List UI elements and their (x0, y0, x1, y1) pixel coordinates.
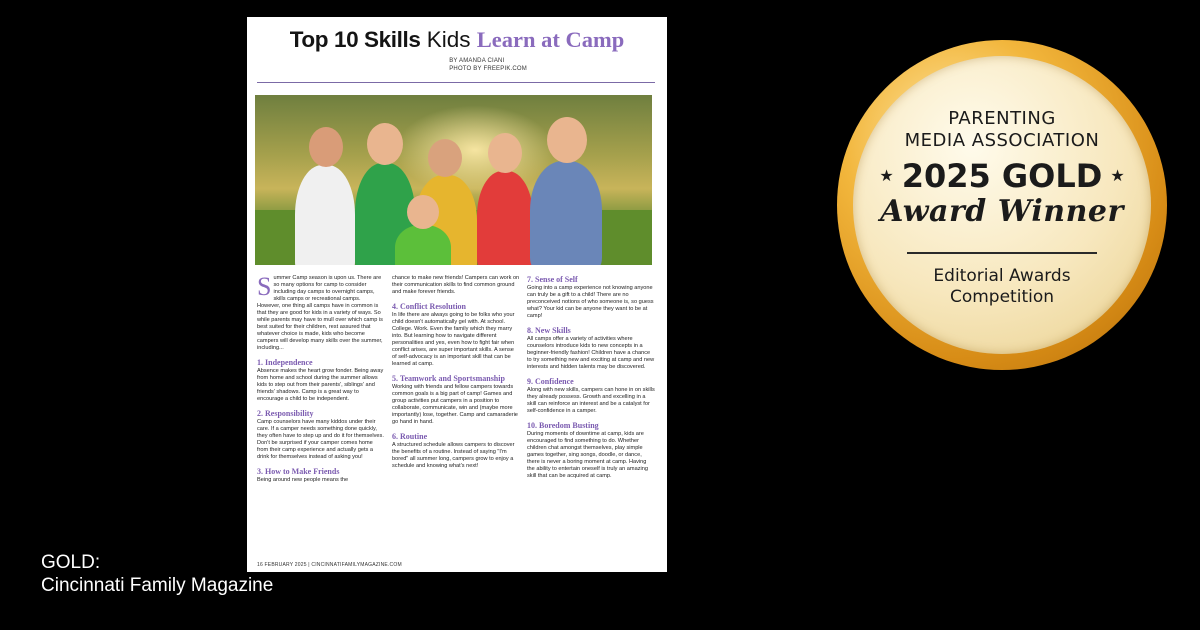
skill-body: chance to make new friends! Campers can work on their communication skills to find common ground and make forever friends. (392, 275, 520, 295)
skill-heading: 6. Routine (392, 432, 428, 441)
skill-body: All camps offer a variety of activities where counselors introduce kids to new concepts in a beginner-friendly fashion! Children have a chance to try something new and exciting at camp and new interests and hidden talents may be discovered. (527, 336, 655, 370)
award-caption (41, 551, 273, 597)
title-part-3: Learn at Camp (476, 27, 625, 52)
award-year-row (853, 159, 1151, 193)
skill-heading: 3. How to Make Friends (257, 467, 340, 476)
drop-cap: S (257, 272, 272, 301)
skill-body: Along with new skills, campers can hone in on skills they already possess. Growth and excelling in a skill can reinforce an interest and be a catalyst for self-confidence in a camper. (527, 387, 655, 414)
title-part-1: Top 10 Skills (289, 27, 421, 52)
skill-body: A structured schedule allows campers to discover the benefits of a routine. Instead of saying "I'm bored" all summer long, campers grow to enjoy a schedule and knowing what's next! (392, 442, 515, 469)
byline (449, 57, 527, 73)
skill-body: Camp counselors have many kiddos under their care. If a camper needs something done quickly, they often have to step up and do it for themselves. Don't be surprised if your camper comes home from their camp experience and actually gets a drink for themselves instead of asking you! (257, 419, 384, 460)
photo-credit: PHOTO BY FREEPIK.COM (449, 66, 527, 72)
column-3 (527, 275, 655, 486)
publication-name: Cincinnati Family Magazine (41, 575, 274, 596)
kids-group-photo (255, 95, 652, 265)
skill-heading: 4. Conflict Resolution (392, 302, 466, 311)
skill-body: Going into a camp experience not knowing anyone can truly be a gift to a child! There are no preconceived notions of who someone is, so guess what? Your kid can be anyone they want to be at camp! (527, 285, 654, 319)
skill-heading: 10. Boredom Busting (527, 421, 599, 430)
skill-heading: 5. Teamwork and Sportsmanship (392, 374, 505, 383)
column-1 (257, 272, 385, 490)
award-level: GOLD: (41, 552, 101, 573)
skill-body: Absence makes the heart grow fonder. Being away from home and school during the summer allows kids to step out from their parents', siblings' and friends' shadows. Camp is a great way to encourage a child to be independent. (257, 368, 384, 402)
author: BY AMANDA CIANI (449, 58, 505, 64)
article-title (247, 27, 667, 53)
skill-body: Working with friends and fellow campers towards common goals is a big part of camp! Games and group activities put campers in a position to collaborate, communicate, win and (maybe more importantly) lose, together. Camp and camaraderie go hand in hand. (392, 384, 518, 425)
badge-inner (853, 56, 1151, 354)
skill-body: In life there are always going to be folks who your child doesn't automatically gel with. At school. College. Work. Even the family which they marry into. But learning how to navigate different personalities and yes, even how to fight fair when conflict arises, are super important skills. A sense of self-advocacy is an important skill that can be learned at camp. (392, 312, 515, 367)
skill-heading: 2. Responsibility (257, 409, 314, 418)
skill-heading: 1. Independence (257, 358, 313, 367)
skill-heading: 8. New Skills (527, 326, 571, 335)
page-folio: 16 FEBRUARY 2025 | CINCINNATIFAMILYMAGAZINE.COM (257, 562, 402, 568)
skill-body: Being around new people means the (257, 477, 349, 483)
column-2 (392, 275, 520, 476)
title-rule (257, 82, 655, 83)
badge-divider (907, 252, 1097, 254)
skill-body: During moments of downtime at camp, kids are encouraged to find something to do. Whether children chat amongst themselves, play simple games together, sing songs, doodle, or dance, there is never a boring moment at camp. Having the ability to entertain oneself is truly an amazing skill that can be acquired at camp. (527, 431, 648, 479)
skill-heading: 9. Confidence (527, 377, 574, 386)
magazine-page (247, 17, 667, 572)
award-winner: Award Winner (880, 194, 1124, 229)
intro-paragraph: Summer Camp season is upon us. There are so many options for camp to consider including day camps to overnight camps, skills camps or recreational camps. However, one thing all camps have in common is that they are good for kids in a variety of ways. So while parents may have to mull over which camp is best suited for their children, rest assured that whatever choice is made, kids who become campers will develop many skills over the summer, including... (257, 272, 383, 351)
title-part-2: Kids (426, 27, 471, 52)
star-icon: ★ (1110, 168, 1125, 185)
competition-name: Editorial Awards Competition (933, 266, 1071, 307)
star-icon: ★ (879, 168, 894, 185)
award-badge (837, 40, 1167, 370)
association-name: PARENTING MEDIA ASSOCIATION (904, 108, 1100, 151)
skill-heading: 7. Sense of Self (527, 275, 578, 284)
award-year: 2025 GOLD (901, 157, 1103, 195)
